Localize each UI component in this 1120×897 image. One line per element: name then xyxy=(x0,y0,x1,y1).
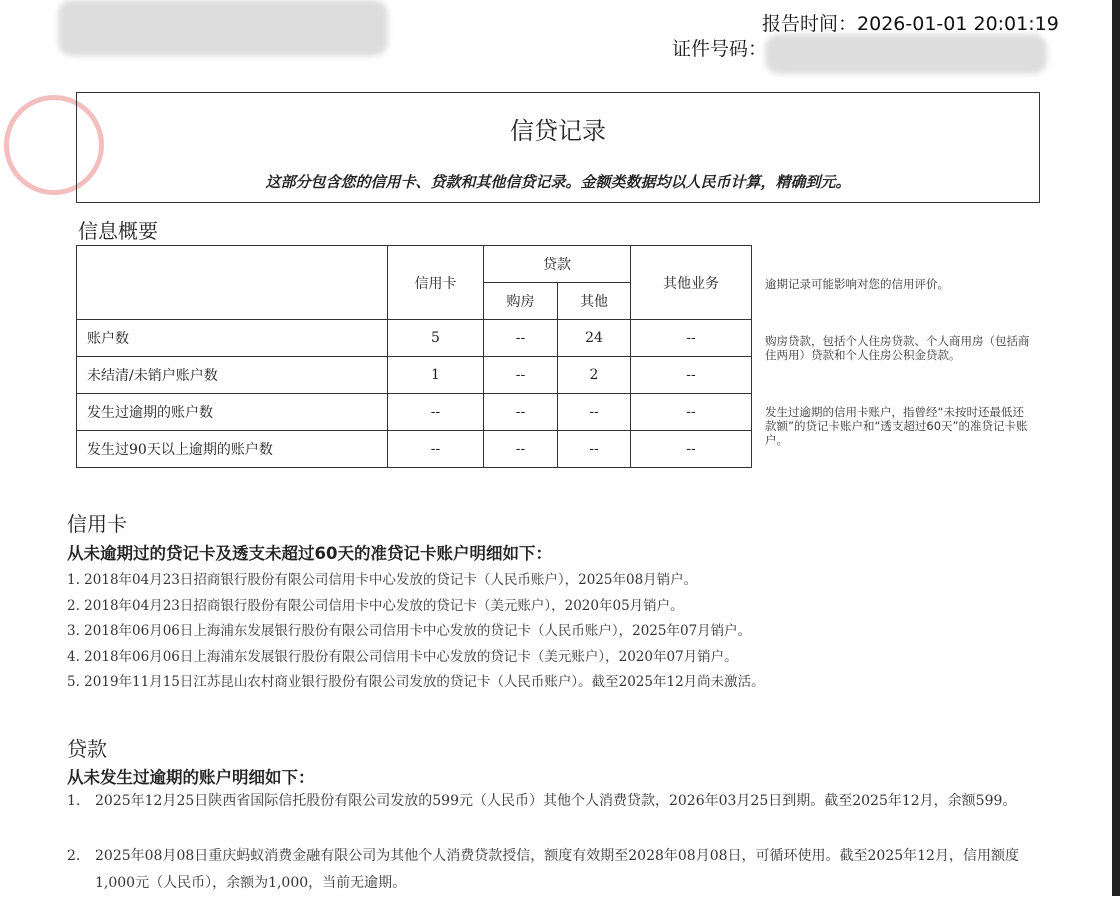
header-loan: 贷款 xyxy=(484,246,631,283)
row-label: 账户数 xyxy=(77,320,388,357)
header-credit-card: 信用卡 xyxy=(388,246,484,320)
credit-card-item: 1. 2018年04月23日招商银行股份有限公司信用卡中心发放的贷记卡（人民币账户），2025年08月销户。 xyxy=(67,572,698,588)
redacted-name xyxy=(58,0,388,56)
loan-item xyxy=(67,843,1047,897)
header-other-business: 其他业务 xyxy=(631,246,752,320)
table-row xyxy=(77,394,752,431)
cell: -- xyxy=(484,431,558,468)
loan-item xyxy=(67,788,1047,815)
credit-card-item: 5. 2019年11月15日江苏昆山农村商业银行股份有限公司发放的贷记卡（人民币账户）。截至2025年12月尚未激活。 xyxy=(67,674,765,690)
table-row xyxy=(77,431,752,468)
section-title: 信贷记录 xyxy=(510,117,606,145)
cell: 5 xyxy=(388,320,484,357)
cell: 2 xyxy=(558,357,631,394)
credit-card-title: 信用卡 xyxy=(67,512,127,536)
table-row xyxy=(77,320,752,357)
cell: -- xyxy=(631,357,752,394)
cell: -- xyxy=(388,394,484,431)
redacted-id xyxy=(765,34,1047,74)
cell: -- xyxy=(558,394,631,431)
cell: -- xyxy=(631,394,752,431)
loans-subtitle: 从未发生过逾期的账户明细如下： xyxy=(67,768,315,787)
loan-item-number: 1. xyxy=(67,793,81,809)
note-overdue-card: 发生过逾期的信用卡账户，指曾经“未按时还最低还款额”的贷记卡账户和“透支超过60天”的准贷记卡账户。 xyxy=(765,405,1028,447)
header-house: 购房 xyxy=(484,283,558,320)
cell: 1 xyxy=(388,357,484,394)
summary-table xyxy=(76,245,752,468)
id-label: 证件号码： xyxy=(672,38,768,60)
loans-title: 贷款 xyxy=(67,737,107,761)
table-row xyxy=(77,357,752,394)
cell: -- xyxy=(484,320,558,357)
section-subtitle: 这部分包含您的信用卡、贷款和其他信贷记录。金额类数据均以人民币计算，精确到元。 xyxy=(265,173,851,191)
cell: -- xyxy=(631,320,752,357)
report-time: 报告时间：2026-01-01 20:01:19 xyxy=(762,13,1059,35)
row-label: 发生过90天以上逾期的账户数 xyxy=(77,431,388,468)
cell: -- xyxy=(484,394,558,431)
loan-item-text: 2025年08月08日重庆蚂蚁消费金融有限公司为其他个人消费贷款授信，额度有效期至2028年08月08日，可循环使用。截至2025年12月，信用额度1,000元（人民币），余额为1,000，当前无逾期。 xyxy=(95,848,1019,891)
header-other: 其他 xyxy=(558,283,631,320)
scrollbar[interactable] xyxy=(1112,0,1120,896)
note-house-loan: 购房贷款，包括个人住房贷款、个人商用房（包括商住两用）贷款和个人住房公积金贷款。 xyxy=(765,334,1030,362)
cell: -- xyxy=(388,431,484,468)
row-label: 发生过逾期的账户数 xyxy=(77,394,388,431)
row-label: 未结清/未销户账户数 xyxy=(77,357,388,394)
cell: -- xyxy=(631,431,752,468)
note-overdue: 逾期记录可能影响对您的信用评价。 xyxy=(765,277,949,291)
credit-card-item: 3. 2018年06月06日上海浦东发展银行股份有限公司信用卡中心发放的贷记卡（人民币账户），2025年07月销户。 xyxy=(67,623,752,639)
credit-card-item: 4. 2018年06月06日上海浦东发展银行股份有限公司信用卡中心发放的贷记卡（美元账户），2020年07月销户。 xyxy=(67,648,738,665)
credit-card-item: 2. 2018年04月23日招商银行股份有限公司信用卡中心发放的贷记卡（美元账户），2020年05月销户。 xyxy=(67,597,684,614)
credit-card-subtitle: 从未逾期过的贷记卡及透支未超过60天的准贷记卡账户明细如下： xyxy=(67,544,552,563)
summary-title: 信息概要 xyxy=(78,219,158,243)
cell: 24 xyxy=(558,320,631,357)
cell: -- xyxy=(558,431,631,468)
loan-item-text: 2025年12月25日陕西省国际信托股份有限公司发放的599元（人民币）其他个人消费贷款，2026年03月25日到期。截至2025年12月，余额599。 xyxy=(95,793,1017,809)
cell: -- xyxy=(484,357,558,394)
loan-item-number: 2. xyxy=(67,848,81,864)
section-header xyxy=(76,92,1040,203)
